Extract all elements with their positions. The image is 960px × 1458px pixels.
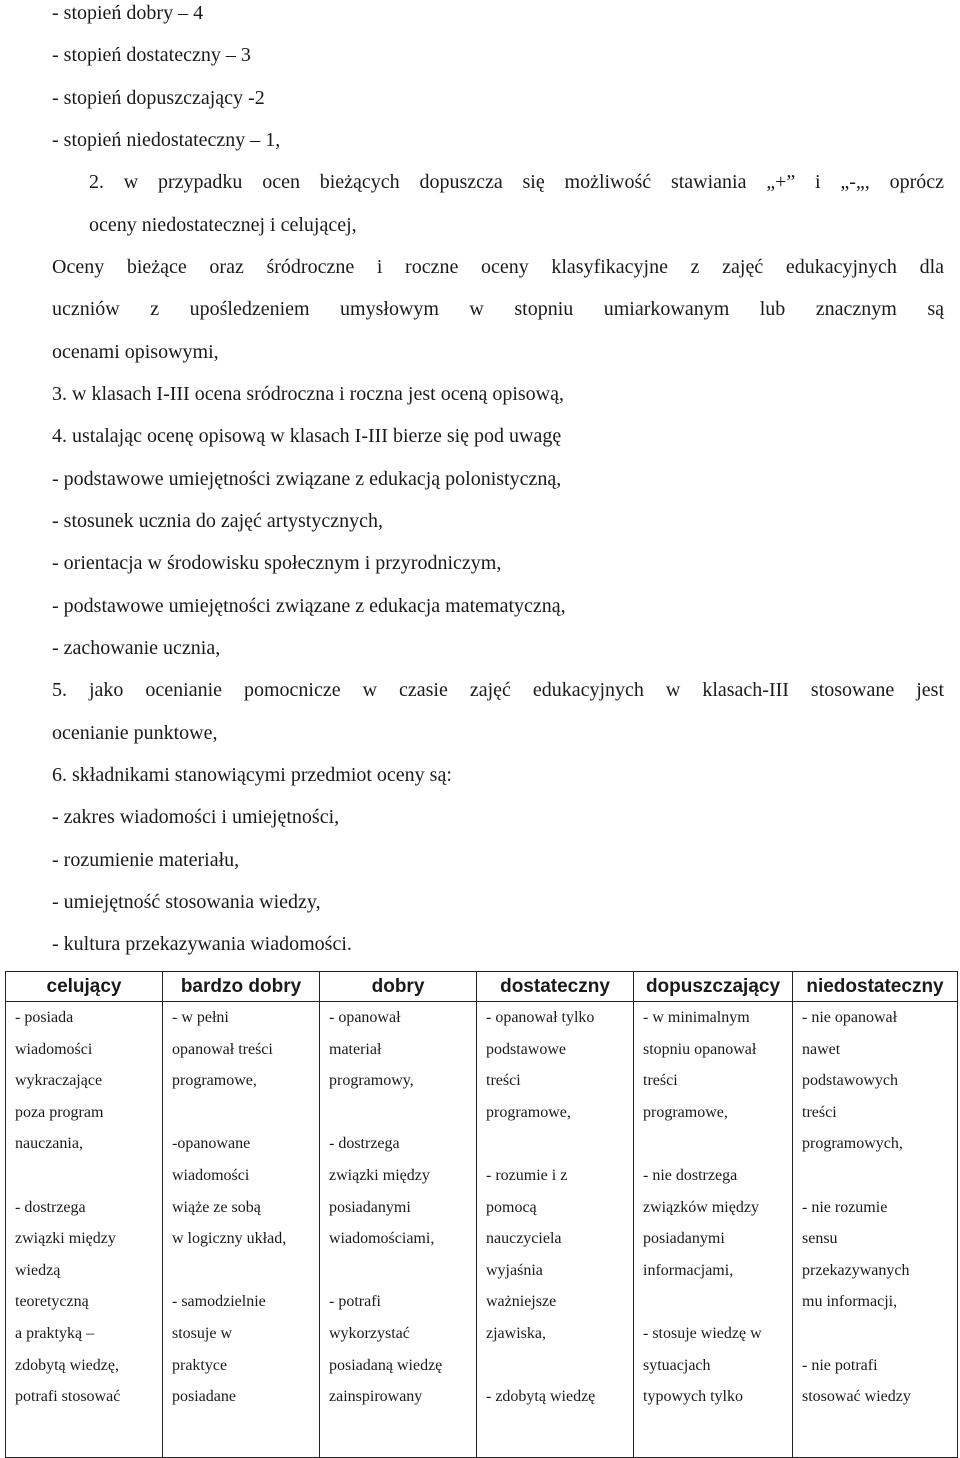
paragraph-line-2: uczniów z upośledzeniem umysłowym w stopniu umiarkowanym lub znacznym są (52, 298, 944, 320)
grade-sufficient-line: - stopień dopuszczający -2 (52, 87, 265, 109)
cell-text-line: - nie potrafi (802, 1356, 878, 1374)
cell-sufficient (634, 1002, 793, 1458)
cell-text-line: związków między (643, 1198, 759, 1216)
cell-text-line: nawet (802, 1040, 841, 1058)
cell-insufficient (793, 1002, 958, 1458)
cell-text-line: stosować wiedzy (802, 1388, 911, 1406)
point-6-line: 6. składnikami stanowiącymi przedmiot oceny są: (52, 764, 452, 786)
header-insufficient: niedostateczny (793, 972, 958, 1002)
cell-text-line: wykorzystać (329, 1324, 410, 1342)
cell-text-line: informacjami, (643, 1261, 734, 1279)
criterion-math-line: - podstawowe umiejętności związane z edukacja matematyczną, (52, 595, 566, 617)
cell-text-line: - rozumie i z (486, 1166, 568, 1184)
cell-text-line: praktyce (172, 1356, 228, 1374)
cell-text-line: stosuje w (172, 1324, 232, 1342)
cell-text-line (634, 1128, 792, 1160)
point-4-line: 4. ustalając ocenę opisową w klasach I-III bierze się pod uwagę (52, 425, 562, 447)
header-sufficient: dopuszczający (634, 972, 793, 1002)
header-good: dobry (320, 972, 477, 1002)
cell-text-line (793, 1318, 957, 1350)
criterion-art-line: - stosunek ucznia do zajęć artystycznych, (52, 510, 383, 532)
cell-text-line: nauczania, (15, 1135, 83, 1153)
cell-text-line: programowe, (172, 1072, 257, 1090)
cell-excellent (6, 1002, 163, 1458)
component-understanding-line: - rozumienie materiału, (52, 849, 240, 871)
component-knowledge-line: - zakres wiadomości i umiejętności, (52, 806, 340, 828)
cell-text-line: - dostrzega (15, 1198, 86, 1216)
cell-text-line: - samodzielnie (172, 1293, 266, 1311)
cell-text-line: treści (486, 1072, 521, 1090)
component-application-line: - umiejętność stosowania wiedzy, (52, 891, 321, 913)
header-very-good: bardzo dobry (163, 972, 320, 1002)
cell-text-line: -opanowane (172, 1135, 251, 1153)
cell-text-line: - w minimalnym (643, 1009, 750, 1026)
cell-text-line: mu informacji, (802, 1293, 898, 1311)
cell-text-line: sensu (802, 1230, 838, 1248)
cell-very-good (163, 1002, 320, 1458)
point-5-continuation: ocenianie punktowe, (52, 722, 218, 744)
cell-text-line: przekazywanych (802, 1261, 910, 1279)
cell-text-line (163, 1097, 319, 1129)
cell-text-line: programowe, (486, 1103, 571, 1121)
cell-text-line: stopniu opanował (643, 1040, 757, 1058)
cell-text-line (477, 1350, 633, 1382)
cell-text-line: zainspirowany (329, 1388, 423, 1406)
cell-good (320, 1002, 477, 1458)
cell-text-line: typowych tylko (643, 1388, 743, 1406)
cell-text-line: - opanował tylko (486, 1009, 595, 1026)
cell-text-line: wiąże ze sobą (172, 1198, 261, 1216)
cell-text-line: - dostrzega (329, 1135, 400, 1153)
cell-text-line: wykraczające (15, 1072, 103, 1090)
point-2-line: 2. w przypadku ocen bieżących dopuszcza się możliwość stawiania „+” i „-„, oprócz (89, 171, 944, 193)
cell-text-line: - posiada (15, 1009, 74, 1026)
cell-text-line: posiadane (172, 1388, 236, 1406)
point-2-continuation: oceny niedostatecznej i celującej, (89, 214, 357, 236)
cell-text-line: nauczyciela (486, 1230, 562, 1248)
cell-text-line: - zdobytą wiedzę (486, 1388, 596, 1406)
paragraph-line-1: Oceny bieżące oraz śródroczne i roczne oceny klasyfikacyjne z zajęć edukacyjnych dla (52, 256, 944, 278)
cell-text-line (634, 1286, 792, 1318)
component-communication-line: - kultura przekazywania wiadomości. (52, 933, 352, 955)
cell-text-line: - w pełni (172, 1009, 229, 1026)
table-header-row (6, 972, 958, 1002)
cell-text-line: podstawowych (802, 1072, 898, 1090)
cell-text-line: poza program (15, 1103, 104, 1121)
header-excellent: celujący (6, 972, 163, 1002)
cell-text-line: - stosuje wiedzę w (643, 1324, 762, 1342)
cell-text-line: zdobytą wiedzę, (15, 1356, 119, 1374)
cell-text-line: wiadomościami, (329, 1230, 435, 1248)
grade-insufficient-line: - stopień niedostateczny – 1, (52, 129, 281, 151)
cell-text-line: - opanował (329, 1009, 401, 1026)
cell-text-line: wiadomości (172, 1166, 250, 1184)
cell-text-line: potrafi stosować (15, 1388, 121, 1406)
cell-text-line (163, 1255, 319, 1287)
cell-text-line (320, 1255, 476, 1287)
cell-text-line (477, 1128, 633, 1160)
criterion-behavior-line: - zachowanie ucznia, (52, 637, 221, 659)
cell-text-line (6, 1160, 162, 1192)
cell-text-line: materiał (329, 1040, 382, 1058)
cell-text-line: sytuacjach (643, 1356, 711, 1374)
cell-text-line: wiadomości (15, 1040, 93, 1058)
cell-text-line: podstawowe (486, 1040, 566, 1058)
cell-text-line: wiedzą (15, 1261, 61, 1279)
criterion-polish-line: - podstawowe umiejętności związane z edukacją polonistyczną, (52, 468, 562, 490)
grade-good-line: - stopień dobry – 4 (52, 2, 204, 24)
cell-text-line: programowe, (643, 1103, 728, 1121)
cell-text-line: programowy, (329, 1072, 414, 1090)
cell-text-line: teoretyczną (15, 1293, 89, 1311)
cell-text-line: - nie opanował (802, 1009, 898, 1026)
cell-text-line: posiadaną wiedzę (329, 1356, 443, 1374)
cell-text-line: a praktyką – (15, 1324, 95, 1342)
cell-text-line: posiadanymi (643, 1230, 725, 1248)
cell-text-line: zjawiska, (486, 1324, 546, 1342)
cell-text-line: treści (802, 1103, 837, 1121)
cell-text-line: wyjaśnia (486, 1261, 543, 1279)
cell-text-line: opanował treści (172, 1040, 273, 1058)
cell-text-line: - nie rozumie (802, 1198, 888, 1216)
cell-text-line: ważniejsze (486, 1293, 557, 1311)
grades-table (5, 971, 958, 1458)
cell-text-line: - nie dostrzega (643, 1166, 738, 1184)
point-5-line: 5. jako ocenianie pomocnicze w czasie zajęć edukacyjnych w klasach-III stosowane jest (52, 679, 944, 701)
cell-satisfactory (477, 1002, 634, 1458)
cell-text-line: związki między (15, 1230, 116, 1248)
grade-satisfactory-line: - stopień dostateczny – 3 (52, 44, 251, 66)
cell-text-line (320, 1097, 476, 1129)
cell-text-line (793, 1160, 957, 1192)
cell-text-line: treści (643, 1072, 678, 1090)
cell-text-line: programowych, (802, 1135, 903, 1153)
table-row (6, 1002, 958, 1458)
cell-text-line: posiadanymi (329, 1198, 411, 1216)
cell-text-line: - potrafi (329, 1293, 381, 1311)
paragraph-line-3: ocenami opisowymi, (52, 341, 219, 363)
cell-text-line: w logiczny układ, (172, 1230, 287, 1248)
cell-text-line: pomocą (486, 1198, 537, 1216)
point-3-line: 3. w klasach I-III ocena sródroczna i roczna jest oceną opisową, (52, 383, 564, 405)
criterion-environment-line: - orientacja w środowisku społecznym i przyrodniczym, (52, 552, 502, 574)
cell-text-line: związki między (329, 1166, 430, 1184)
header-satisfactory: dostateczny (477, 972, 634, 1002)
